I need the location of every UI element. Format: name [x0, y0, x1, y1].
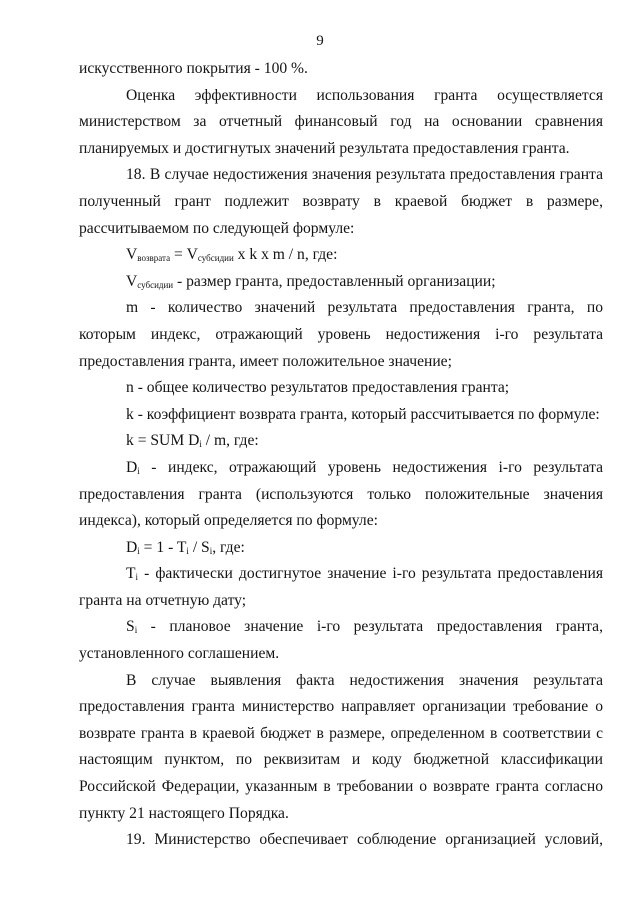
paragraph-item-18: 18. В случае недостижения значения результата предоставления гранта полученный грант подлежит возврату в краевой бюджет в размере, рассчитываемом по следующей формуле:	[79, 166, 603, 237]
definition-k: k - коэффициент возврата гранта, который рассчитывается по формуле:	[126, 405, 600, 423]
formula-tail: x k x m / n, где:	[233, 246, 338, 264]
formula-d-symbol: D	[126, 538, 138, 556]
definition-v-text: - размер гранта, предоставленный организации;	[173, 272, 496, 290]
paragraph-return-requirement: В случае выявления факта недостижения значения результата предоставления гранта министерство направляет организации требование о возврате гранта в краевой бюджет в размере, определенном в соответствии с настоящим пунктом, по реквизитам и коду бюджетной классификации Российской Федерации, указанным в требовании о возврате гранта согласно пункту 21 настоящего Порядка.	[79, 671, 603, 822]
page-number: 9	[316, 33, 324, 49]
formula-k-tail: / m, где:	[201, 432, 259, 450]
definition-s-subscript: i	[134, 625, 138, 636]
definition-t-text: - фактически достигнутое значение i-го результата предоставления гранта на отчетную дату;	[79, 565, 603, 609]
formula-v-subsidy-subscript: субсидии	[197, 253, 234, 264]
definition-t	[79, 561, 603, 614]
definition-d-subscript: i	[137, 465, 140, 476]
definition-s	[79, 614, 603, 667]
definition-v-subsidy	[79, 269, 603, 296]
formula-d-subscript: i	[137, 545, 140, 556]
definition-d-symbol: D	[126, 458, 138, 476]
formula-v-return-subscript: возврата	[137, 253, 171, 264]
definition-d-text: - индекс, отражающий уровень недостижения i-го результата предоставления гранта (используются только положительные значения индекса), который определяется по формуле:	[79, 458, 603, 530]
formula-d-mid: = 1 - T	[139, 538, 187, 556]
paragraph-coverage-percent: искусственного покрытия - 100 %.	[79, 60, 308, 77]
paragraph-efficiency-evaluation: Оценка эффективности использования гранта осуществляется министерством за отчетный финансовый год на основании сравнения планируемых и достигнутых значений результата предоставления гранта.	[79, 86, 603, 157]
formula-d	[79, 535, 603, 562]
definition-v-subsidy-subscript: субсидии	[137, 279, 174, 290]
definition-v-symbol: V	[126, 272, 138, 290]
definition-t-symbol: T	[126, 565, 136, 583]
formula-equals: =	[170, 246, 187, 264]
formula-k	[79, 428, 603, 455]
formula-d-tail: , где:	[212, 538, 245, 556]
formula-s-subscript: i	[209, 545, 213, 556]
formula-grant-return	[79, 242, 603, 269]
definition-s-symbol: S	[126, 618, 135, 636]
formula-v-symbol: V	[186, 246, 198, 264]
definition-t-subscript: i	[135, 572, 139, 583]
document-body	[79, 56, 603, 854]
formula-d-slash: / S	[188, 538, 210, 556]
paragraph-item-19: 19. Министерство обеспечивает соблюдение организацией условий,	[126, 831, 603, 849]
definition-s-text: - плановое значение i-го результата предоставления гранта, установленного соглашением.	[79, 618, 603, 663]
definition-m: m - количество значений результата предоставления гранта, по которым индекс, отражающий уровень недостижения i-го результата предоставления гранта, имеет положительное значение;	[79, 299, 603, 370]
formula-v-symbol: V	[126, 246, 138, 264]
formula-k-head: k = SUM D	[126, 432, 200, 450]
formula-t-subscript: i	[186, 545, 189, 556]
definition-d	[79, 455, 603, 535]
definition-n: n - общее количество результатов предоставления гранта;	[126, 379, 510, 397]
formula-i-subscript: i	[199, 439, 202, 450]
